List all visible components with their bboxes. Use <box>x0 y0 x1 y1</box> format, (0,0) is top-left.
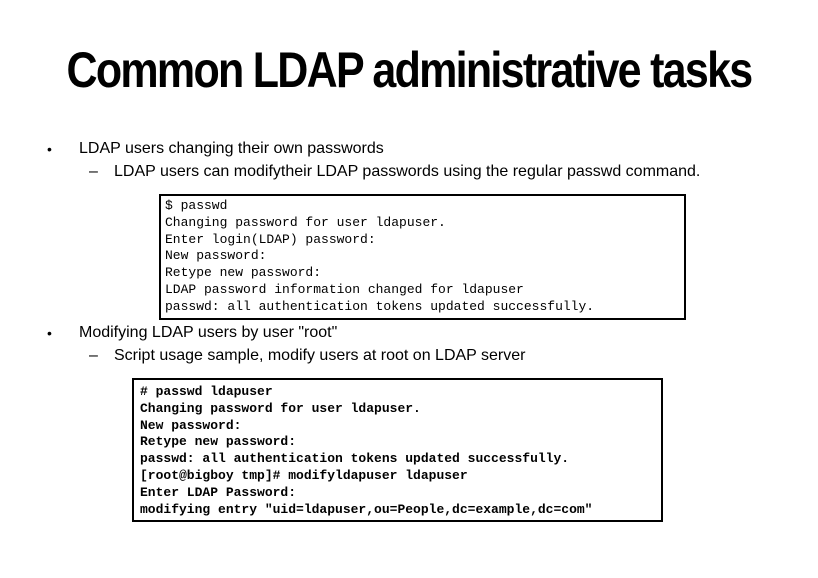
code-line: passwd: all authentication tokens updated successfully. <box>140 451 570 467</box>
code-block-passwd <box>159 194 686 320</box>
bullet-marker: • <box>47 141 52 157</box>
code-line: LDAP password information changed for ldapuser <box>165 281 524 297</box>
slide-title: Common LDAP administrative tasks <box>66 42 752 98</box>
bullet-item-1 <box>0 139 818 159</box>
code-block-modifyldapuser <box>132 378 663 522</box>
code-line: New password: <box>165 248 267 264</box>
code-line: passwd: all authentication tokens updated successfully. <box>165 298 595 314</box>
code-line: Retype new password: <box>140 434 297 450</box>
bullet-item-2 <box>0 323 818 343</box>
code-line: Changing password for user ldapuser. <box>165 214 446 230</box>
code-line: $ passwd <box>165 198 228 213</box>
code-line: New password: <box>140 417 242 433</box>
sub-bullet-item-1 <box>0 162 818 182</box>
code-line: Enter login(LDAP) password: <box>165 231 376 247</box>
sub-bullet-text: Script usage sample, modify users at root on LDAP server <box>114 347 526 364</box>
code-line: Retype new password: <box>165 265 322 281</box>
code-line: Changing password for user ldapuser. <box>140 400 421 416</box>
bullet-marker: • <box>47 325 52 341</box>
code-line: [root@bigboy tmp]# modifyldapuser ldapuser <box>140 467 468 483</box>
sub-bullet-marker: – <box>89 347 98 364</box>
sub-bullet-item-2 <box>0 346 818 366</box>
sub-bullet-marker: – <box>89 163 98 180</box>
code-line: Enter LDAP Password: <box>140 484 297 500</box>
sub-bullet-text: LDAP users can modifytheir LDAP passwords using the regular passwd command. <box>114 163 701 180</box>
code-line: # passwd ldapuser <box>140 384 273 399</box>
code-line: modifying entry "uid=ldapuser,ou=People,dc=example,dc=com" <box>140 501 593 517</box>
bullet-text: LDAP users changing their own passwords <box>79 140 384 157</box>
bullet-text: Modifying LDAP users by user "root" <box>79 324 338 341</box>
